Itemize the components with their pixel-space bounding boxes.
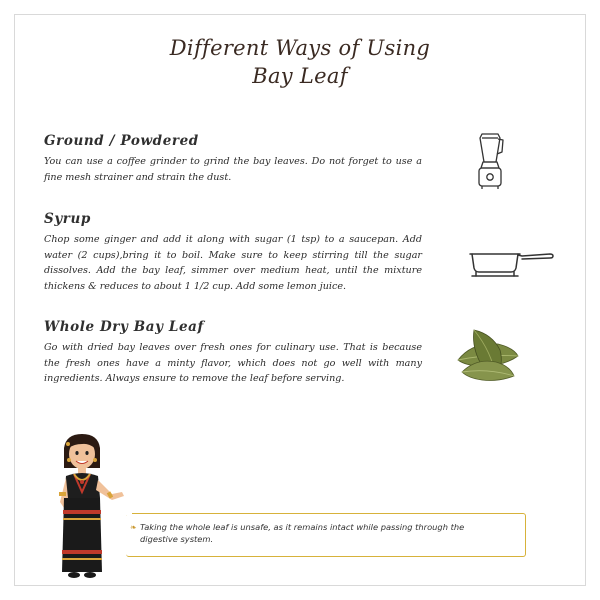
tip-note-box (126, 513, 526, 557)
woman-illustration (52, 432, 132, 582)
title-line-2: Bay Leaf (252, 64, 348, 88)
title-line-1: Different Ways of Using (169, 36, 431, 60)
section-ground-powdered (44, 133, 422, 185)
section-heading: Ground / Powdered (44, 133, 199, 149)
section-syrup (44, 211, 422, 294)
section-text: Chop some ginger and add it along with sugar (1 tsp) to a saucepan. Add water (2 cups),bring it to boil. Make sure to keep stirring till the sugar dissolves. Add the bay leaf, simmer over medium heat, until the mixture thickens & reduces to about 1 1/2 cup. Add some lemon juice. (44, 234, 422, 292)
section-whole-dry-bay-leaf (44, 319, 422, 387)
section-heading: Whole Dry Bay Leaf (44, 319, 204, 335)
saucepan-icon (466, 242, 556, 282)
section-heading: Syrup (44, 211, 91, 227)
section-text: You can use a coffee grinder to grind the bay leaves. Do not forget to use a fine mesh strainer and strain the dust. (44, 156, 422, 183)
bay-leaf-icon (452, 322, 524, 386)
blender-icon (470, 130, 510, 192)
leaf-bullet-icon: ❧ (130, 523, 137, 532)
section-text: Go with dried bay leaves over fresh ones for culinary use. That is because the fresh ones have a minty flavor, which does not go well with many ingredients. Always ensure to remove the leaf before serving. (44, 342, 422, 385)
page-title (0, 34, 600, 90)
tip-note-text: Taking the whole leaf is unsafe, as it remains intact while passing through the digestive system. (140, 522, 465, 544)
